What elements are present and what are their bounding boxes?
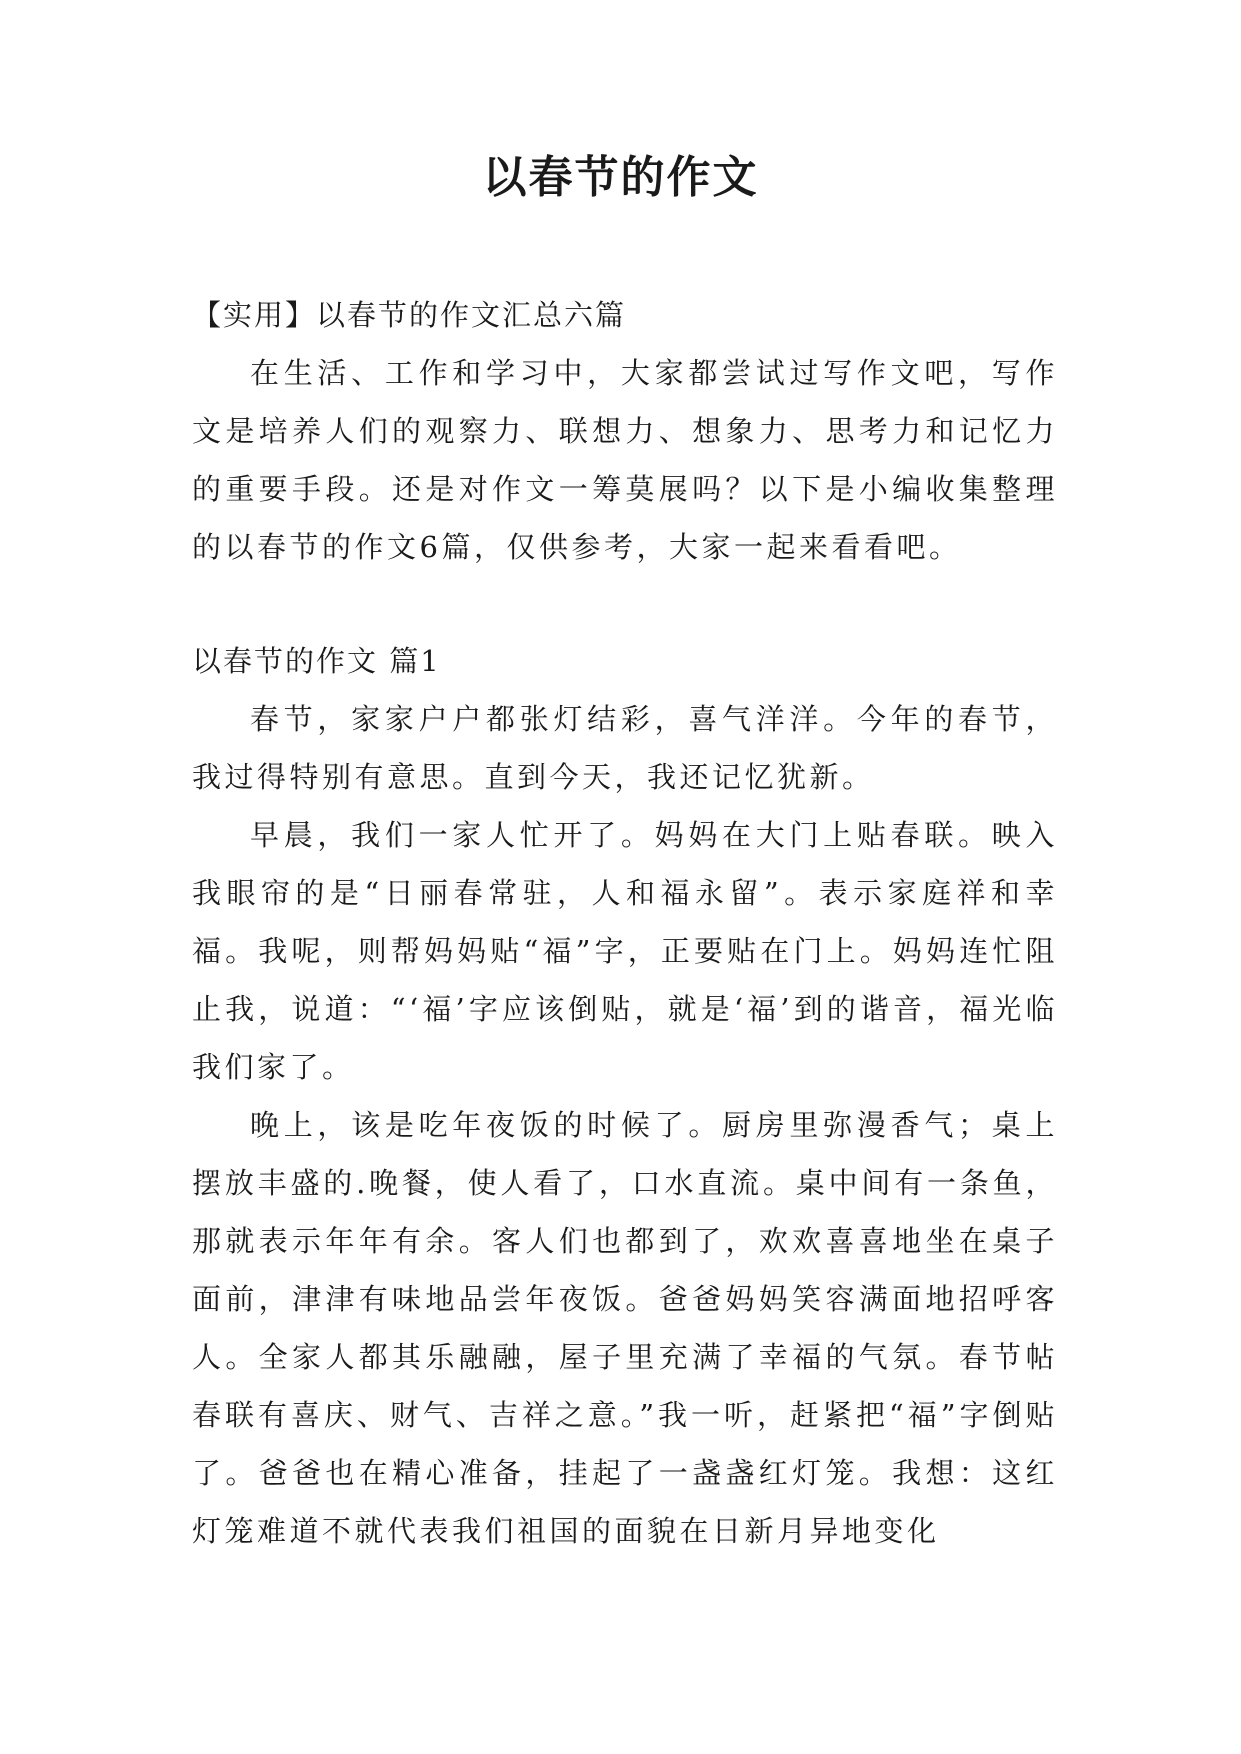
essay-paragraph: 早晨，我们一家人忙开了。妈妈在大门上贴春联。映入我眼帘的是“日丽春常驻，人和福永留”。表示家庭祥和幸福。我呢，则帮妈妈贴“福”字，正要贴在门上。妈妈连忙阻止我，说道：“‘福’字应该倒贴，就是‘福’到的谐音，福光临我们家了。 [192,818,1058,1084]
essay-body [192,690,1058,1560]
document-title: 以春节的作文 [482,152,759,203]
section-heading: 以春节的作文 篇1 [192,644,441,678]
document-subtitle: 【实用】以春节的作文汇总六篇 [192,298,627,332]
intro-section [192,344,1058,576]
essay-paragraph: 晚上，该是吃年夜饭的时候了。厨房里弥漫香气；桌上摆放丰盛的.晚餐，使人看了，口水直流。桌中间有一条鱼，那就表示年年有余。客人们也都到了，欢欢喜喜地坐在桌子面前，津津有味地品尝年夜饭。爸爸妈妈笑容满面地招呼客人。全家人都其乐融融，屋子里充满了幸福的气氛。春节帖春联有喜庆、财气、吉祥之意。”我一听，赶紧把“福”字倒贴了。爸爸也在精心准备，挂起了一盏盏红灯笼。我想：这红灯笼难道不就代表我们祖国的面貌在日新月异地变化 [192,1108,1058,1548]
essay-paragraph: 春节，家家户户都张灯结彩，喜气洋洋。今年的春节，我过得特别有意思。直到今天，我还记忆犹新。 [192,702,1058,794]
intro-paragraph: 在生活、工作和学习中，大家都尝试过写作文吧，写作文是培养人们的观察力、联想力、想象力、思考力和记忆力的重要手段。还是对作文一筹莫展吗？以下是小编收集整理的以春节的作文6篇，仅供参考，大家一起来看看吧。 [192,356,1058,564]
